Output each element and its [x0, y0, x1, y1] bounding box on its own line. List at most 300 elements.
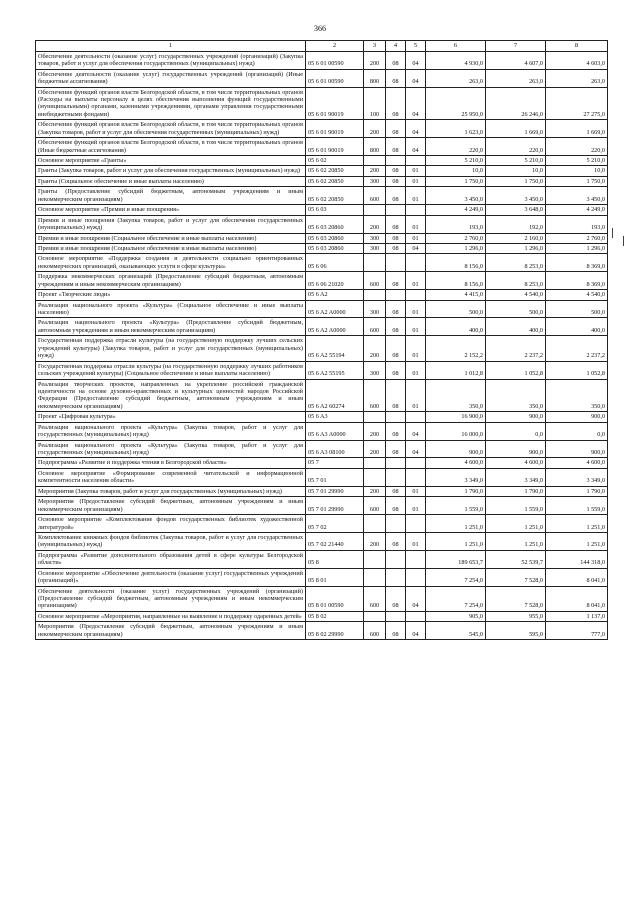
row-section-cell: 08: [386, 440, 406, 458]
row-section-cell: [386, 205, 406, 215]
scan-margin-mark: [612, 228, 613, 238]
row-amount-year3-cell: 8 041,0: [546, 568, 608, 586]
row-amount-year3-cell: 5 210,0: [546, 156, 608, 166]
table-row: [36, 486, 608, 496]
row-expense-type-cell: 200: [364, 532, 386, 550]
row-code-cell: 05 6 A3: [306, 412, 364, 422]
table-row: [36, 166, 608, 176]
row-name-cell: Основное мероприятие «Комплектование фондов государственных библиотек художественной литературой»: [36, 515, 306, 533]
row-subsection-cell: 04: [406, 120, 426, 138]
row-name-cell: Гранты (Социальное обеспечение и иные выплаты населению): [36, 176, 306, 186]
row-expense-type-cell: 300: [364, 233, 386, 243]
row-subsection-cell: 04: [406, 51, 426, 69]
row-amount-year2-cell: 0,0: [486, 422, 546, 440]
row-subsection-cell: 04: [406, 87, 426, 120]
row-amount-year3-cell: 900,0: [546, 440, 608, 458]
row-amount-year3-cell: 10,0: [546, 166, 608, 176]
row-section-cell: [386, 468, 406, 486]
row-code-cell: 05 8 02: [306, 611, 364, 621]
row-amount-year3-cell: 1 669,0: [546, 120, 608, 138]
row-name-cell: Обеспечение деятельности (оказание услуг) государственных учреждений (организаций) (Закупка товаров, работ и услуг для обеспечения государственных (муниципальных) нужд): [36, 51, 306, 69]
row-name-cell: Основное мероприятие «Гранты»: [36, 156, 306, 166]
row-name-cell: Реализация национального проекта «Культура» (Предоставление субсидий бюджетным, автономным учреждениям и иным некоммерческим организациям): [36, 318, 306, 336]
row-subsection-cell: 04: [406, 69, 426, 87]
row-code-cell: 05 6 03 20860: [306, 233, 364, 243]
row-amount-year3-cell: 220,0: [546, 138, 608, 156]
row-amount-year3-cell: 4 540,0: [546, 290, 608, 300]
row-amount-year2-cell: 26 246,0: [486, 87, 546, 120]
row-code-cell: 05 7 02: [306, 515, 364, 533]
row-amount-year1-cell: 905,0: [426, 611, 486, 621]
row-name-cell: Подпрограмма «Развитие и поддержка чтения в Белгородской области»: [36, 458, 306, 468]
row-code-cell: 05 6 A2 60274: [306, 379, 364, 412]
row-amount-year2-cell: 2 160,0: [486, 233, 546, 243]
row-amount-year3-cell: 1 296,0: [546, 243, 608, 253]
row-expense-type-cell: 300: [364, 243, 386, 253]
row-amount-year1-cell: 1 623,0: [426, 120, 486, 138]
row-section-cell: 08: [386, 215, 406, 233]
row-amount-year2-cell: 3 450,0: [486, 187, 546, 205]
row-subsection-cell: 01: [406, 532, 426, 550]
row-amount-year2-cell: 1 559,0: [486, 497, 546, 515]
row-amount-year1-cell: 25 950,0: [426, 87, 486, 120]
header-cell: 4: [386, 41, 406, 52]
row-expense-type-cell: 100: [364, 87, 386, 120]
row-amount-year2-cell: 900,0: [486, 412, 546, 422]
row-section-cell: 08: [386, 51, 406, 69]
table-row: [36, 336, 608, 361]
row-amount-year1-cell: 4 930,0: [426, 51, 486, 69]
row-amount-year2-cell: 3 648,0: [486, 205, 546, 215]
table-row: [36, 290, 608, 300]
table-row: [36, 361, 608, 379]
row-code-cell: 05 7 01 29990: [306, 486, 364, 496]
row-amount-year1-cell: 545,0: [426, 622, 486, 640]
row-section-cell: [386, 458, 406, 468]
row-section-cell: 08: [386, 379, 406, 412]
row-section-cell: [386, 550, 406, 568]
row-expense-type-cell: 200: [364, 51, 386, 69]
row-amount-year2-cell: 3 349,0: [486, 468, 546, 486]
row-subsection-cell: 01: [406, 300, 426, 318]
row-amount-year1-cell: 16 000,0: [426, 422, 486, 440]
row-amount-year1-cell: 263,0: [426, 69, 486, 87]
row-amount-year3-cell: 27 275,0: [546, 87, 608, 120]
row-amount-year2-cell: 8 253,0: [486, 272, 546, 290]
row-subsection-cell: 01: [406, 361, 426, 379]
row-section-cell: 08: [386, 622, 406, 640]
row-subsection-cell: [406, 550, 426, 568]
row-section-cell: [386, 254, 406, 272]
row-section-cell: 08: [386, 120, 406, 138]
row-subsection-cell: [406, 254, 426, 272]
row-expense-type-cell: 600: [364, 379, 386, 412]
row-section-cell: 08: [386, 69, 406, 87]
row-amount-year3-cell: 2 760,0: [546, 233, 608, 243]
row-amount-year3-cell: 263,0: [546, 69, 608, 87]
row-code-cell: 05 8: [306, 550, 364, 568]
row-section-cell: 08: [386, 586, 406, 611]
row-amount-year3-cell: 900,0: [546, 412, 608, 422]
table-row: [36, 69, 608, 87]
row-section-cell: [386, 290, 406, 300]
row-code-cell: 05 6 01 90019: [306, 138, 364, 156]
row-name-cell: Премии и иные поощрения (Социальное обеспечение и иные выплаты населению): [36, 233, 306, 243]
row-amount-year3-cell: 1 251,0: [546, 515, 608, 533]
row-amount-year1-cell: 400,0: [426, 318, 486, 336]
row-amount-year3-cell: 0,0: [546, 422, 608, 440]
table-row: [36, 318, 608, 336]
row-expense-type-cell: [364, 156, 386, 166]
header-cell: 6: [426, 41, 486, 52]
row-code-cell: 05 6 02: [306, 156, 364, 166]
table-row: [36, 532, 608, 550]
table-row: [36, 586, 608, 611]
row-amount-year1-cell: 500,0: [426, 300, 486, 318]
table-row: [36, 254, 608, 272]
row-section-cell: 08: [386, 243, 406, 253]
row-subsection-cell: [406, 515, 426, 533]
row-amount-year1-cell: 1 012,8: [426, 361, 486, 379]
row-amount-year2-cell: 10,0: [486, 166, 546, 176]
table-row: [36, 440, 608, 458]
row-subsection-cell: [406, 468, 426, 486]
row-section-cell: 08: [386, 176, 406, 186]
row-code-cell: 05 8 02 29990: [306, 622, 364, 640]
row-amount-year1-cell: 1 790,0: [426, 486, 486, 496]
row-name-cell: Государственная поддержка отрасли культуры (на государственную поддержку лучших работников сельских учреждений культуры) (Социальное обеспечение и иные выплаты населению): [36, 361, 306, 379]
row-subsection-cell: 01: [406, 486, 426, 496]
row-amount-year1-cell: 4 249,0: [426, 205, 486, 215]
row-expense-type-cell: [364, 458, 386, 468]
table-header-row: [36, 41, 608, 52]
row-name-cell: Основное мероприятие «Формирование современной читательской и информационной компетентности населения области»: [36, 468, 306, 486]
row-section-cell: 08: [386, 138, 406, 156]
row-subsection-cell: [406, 290, 426, 300]
table-row: [36, 412, 608, 422]
table-row: [36, 176, 608, 186]
row-amount-year1-cell: 220,0: [426, 138, 486, 156]
table-row: [36, 550, 608, 568]
row-amount-year3-cell: 8 041,0: [546, 586, 608, 611]
row-code-cell: 05 7 02 21440: [306, 532, 364, 550]
row-amount-year1-cell: 1 750,0: [426, 176, 486, 186]
row-amount-year2-cell: 900,0: [486, 440, 546, 458]
row-section-cell: 08: [386, 497, 406, 515]
row-expense-type-cell: 200: [364, 440, 386, 458]
row-section-cell: 08: [386, 187, 406, 205]
row-name-cell: Реализация творческих проектов, направленных на укрепление российской гражданской идентичности на основе духовно-нравственных и культурных ценностей народов Российской Федерации (Предоставление субсидий бюджетным, автономным учреждениям и иным некоммерческим организациям): [36, 379, 306, 412]
row-amount-year2-cell: 220,0: [486, 138, 546, 156]
row-expense-type-cell: [364, 515, 386, 533]
table-row: [36, 272, 608, 290]
row-subsection-cell: 04: [406, 622, 426, 640]
row-section-cell: 08: [386, 233, 406, 243]
row-amount-year2-cell: 263,0: [486, 69, 546, 87]
row-name-cell: Проект «Творческие люди»: [36, 290, 306, 300]
row-name-cell: Гранты (Предоставление субсидий бюджетным, автономным учреждениям и иным некоммерческим организациям): [36, 187, 306, 205]
row-amount-year3-cell: 350,0: [546, 379, 608, 412]
table-row: [36, 379, 608, 412]
row-section-cell: 08: [386, 272, 406, 290]
row-subsection-cell: 01: [406, 166, 426, 176]
row-code-cell: 05 6 A2 A0000: [306, 318, 364, 336]
row-name-cell: Основное мероприятие «Поддержка создания и деятельности социально ориентированных некоммерческих организаций, оказывающих услуги в сфере культуры»: [36, 254, 306, 272]
row-name-cell: Реализация национального проекта «Культура» (Закупка товаров, работ и услуг для государственных (муниципальных) нужд): [36, 422, 306, 440]
row-expense-type-cell: [364, 611, 386, 621]
row-name-cell: Обеспечение функций органов власти Белгородской области, в том числе территориальных органов (Закупка товаров, работ и услуг для обеспечения государственных (муниципальных) нужд): [36, 120, 306, 138]
row-expense-type-cell: 600: [364, 318, 386, 336]
row-amount-year3-cell: 4 249,0: [546, 205, 608, 215]
row-subsection-cell: [406, 205, 426, 215]
row-code-cell: 05 7: [306, 458, 364, 468]
row-amount-year1-cell: 189 653,7: [426, 550, 486, 568]
row-section-cell: [386, 412, 406, 422]
row-expense-type-cell: [364, 254, 386, 272]
row-section-cell: 08: [386, 486, 406, 496]
row-amount-year2-cell: 350,0: [486, 379, 546, 412]
row-code-cell: 05 6 A3 08100: [306, 440, 364, 458]
row-code-cell: 05 6 02 20850: [306, 187, 364, 205]
row-subsection-cell: 01: [406, 379, 426, 412]
row-expense-type-cell: 600: [364, 497, 386, 515]
row-name-cell: Реализация национального проекта «Культура» (Закупка товаров, работ и услуг для государственных (муниципальных) нужд): [36, 440, 306, 458]
header-cell: 2: [306, 41, 364, 52]
table-row: [36, 515, 608, 533]
row-amount-year1-cell: 193,0: [426, 215, 486, 233]
row-name-cell: Мероприятия (Закупка товаров, работ и услуг для государственных (муниципальных) нужд): [36, 486, 306, 496]
table-row: [36, 458, 608, 468]
row-subsection-cell: 01: [406, 187, 426, 205]
row-section-cell: 08: [386, 87, 406, 120]
row-amount-year3-cell: 1 790,0: [546, 486, 608, 496]
row-expense-type-cell: 200: [364, 486, 386, 496]
row-amount-year2-cell: 400,0: [486, 318, 546, 336]
scan-margin-mark: [623, 236, 624, 246]
row-amount-year3-cell: 1 750,0: [546, 176, 608, 186]
row-code-cell: 05 6 A2 55194: [306, 336, 364, 361]
row-name-cell: Основное мероприятие «Обеспечение деятельности (оказание услуг) государственных учреждений (организаций)»: [36, 568, 306, 586]
row-amount-year2-cell: 1 052,8: [486, 361, 546, 379]
row-expense-type-cell: 300: [364, 361, 386, 379]
row-amount-year3-cell: 1 559,0: [546, 497, 608, 515]
row-amount-year3-cell: 193,0: [546, 215, 608, 233]
row-code-cell: 05 7 01: [306, 468, 364, 486]
table-row: [36, 243, 608, 253]
table-row: [36, 422, 608, 440]
row-amount-year1-cell: 8 156,0: [426, 254, 486, 272]
row-amount-year2-cell: 7 528,0: [486, 568, 546, 586]
row-amount-year2-cell: 595,0: [486, 622, 546, 640]
header-cell: 1: [36, 41, 306, 52]
row-amount-year3-cell: 8 369,0: [546, 272, 608, 290]
row-amount-year1-cell: 2 760,0: [426, 233, 486, 243]
header-cell: 8: [546, 41, 608, 52]
page-number: 366: [314, 24, 326, 33]
row-code-cell: 05 7 01 29990: [306, 497, 364, 515]
row-section-cell: 08: [386, 336, 406, 361]
row-expense-type-cell: [364, 290, 386, 300]
row-section-cell: 08: [386, 300, 406, 318]
row-amount-year2-cell: 1 296,0: [486, 243, 546, 253]
row-amount-year2-cell: 8 253,0: [486, 254, 546, 272]
table-row: [36, 87, 608, 120]
row-amount-year3-cell: 500,0: [546, 300, 608, 318]
row-subsection-cell: [406, 156, 426, 166]
row-amount-year3-cell: 3 450,0: [546, 187, 608, 205]
row-name-cell: Обеспечение функций органов власти Белгородской области, в том числе территориальных органов (Иные бюджетные ассигнования): [36, 138, 306, 156]
row-name-cell: Государственная поддержка отрасли культуры (на государственную поддержку лучших сельских учреждений культуры) (Закупка товаров, работ и услуг для государственных (муниципальных) нужд): [36, 336, 306, 361]
row-amount-year1-cell: 7 254,0: [426, 586, 486, 611]
row-amount-year2-cell: 4 607,0: [486, 51, 546, 69]
table-row: [36, 187, 608, 205]
row-subsection-cell: 01: [406, 215, 426, 233]
row-amount-year2-cell: 5 210,0: [486, 156, 546, 166]
row-subsection-cell: [406, 611, 426, 621]
row-name-cell: Премии и иные поощрения (Закупка товаров, работ и услуг для обеспечения государственных (муниципальных) нужд): [36, 215, 306, 233]
row-code-cell: 05 6 01 00590: [306, 69, 364, 87]
row-amount-year1-cell: 3 450,0: [426, 187, 486, 205]
row-amount-year1-cell: 900,0: [426, 440, 486, 458]
row-subsection-cell: [406, 412, 426, 422]
row-amount-year1-cell: 350,0: [426, 379, 486, 412]
row-name-cell: Комплектование книжных фондов библиотек (Закупка товаров, работ и услуг для государственных (муниципальных) нужд): [36, 532, 306, 550]
row-subsection-cell: 04: [406, 422, 426, 440]
row-name-cell: Обеспечение деятельности (оказание услуг) государственных учреждений (организаций) (Предоставление субсидий бюджетным, автономным учреждениям и иным некоммерческим организациям): [36, 586, 306, 611]
row-expense-type-cell: 800: [364, 138, 386, 156]
row-subsection-cell: 04: [406, 586, 426, 611]
table-row: [36, 138, 608, 156]
row-amount-year1-cell: 1 251,0: [426, 515, 486, 533]
table-row: [36, 611, 608, 621]
row-expense-type-cell: 200: [364, 166, 386, 176]
row-code-cell: 05 6 A3 A0000: [306, 422, 364, 440]
row-amount-year1-cell: 4 600,0: [426, 458, 486, 468]
row-amount-year3-cell: 144 318,0: [546, 550, 608, 568]
row-amount-year3-cell: 1 052,8: [546, 361, 608, 379]
row-name-cell: Реализация национального проекта «Культура» (Социальное обеспечение и иные выплаты населению): [36, 300, 306, 318]
header-cell: 5: [406, 41, 426, 52]
row-expense-type-cell: 600: [364, 187, 386, 205]
row-expense-type-cell: 200: [364, 336, 386, 361]
row-section-cell: 08: [386, 361, 406, 379]
row-expense-type-cell: 200: [364, 120, 386, 138]
table-row: [36, 568, 608, 586]
row-subsection-cell: 01: [406, 272, 426, 290]
row-expense-type-cell: 300: [364, 300, 386, 318]
row-section-cell: [386, 515, 406, 533]
row-subsection-cell: 01: [406, 318, 426, 336]
row-amount-year3-cell: 1 251,0: [546, 532, 608, 550]
row-amount-year1-cell: 1 296,0: [426, 243, 486, 253]
row-amount-year3-cell: 3 349,0: [546, 468, 608, 486]
row-name-cell: Основное мероприятие «Мероприятия, направленные на выявление и поддержку одаренных детей»: [36, 611, 306, 621]
row-amount-year3-cell: 8 369,0: [546, 254, 608, 272]
row-name-cell: Мероприятия (Предоставление субсидий бюджетным, автономным учреждениям и иным некоммерческим организациям): [36, 622, 306, 640]
row-amount-year2-cell: 52 539,7: [486, 550, 546, 568]
row-section-cell: [386, 611, 406, 621]
row-amount-year2-cell: 192,0: [486, 215, 546, 233]
row-code-cell: 05 6 01 90019: [306, 120, 364, 138]
row-section-cell: [386, 156, 406, 166]
table-row: [36, 233, 608, 243]
row-amount-year2-cell: 500,0: [486, 300, 546, 318]
row-name-cell: Основное мероприятие «Премии и иные поощрения»: [36, 205, 306, 215]
row-amount-year2-cell: 1 790,0: [486, 486, 546, 496]
row-subsection-cell: 01: [406, 497, 426, 515]
row-amount-year1-cell: 1 251,0: [426, 532, 486, 550]
table-row: [36, 51, 608, 69]
row-code-cell: 05 6 01 00590: [306, 51, 364, 69]
row-section-cell: 08: [386, 532, 406, 550]
row-code-cell: 05 6 01 90019: [306, 87, 364, 120]
row-code-cell: 05 8 01 00590: [306, 586, 364, 611]
row-code-cell: 05 6 03: [306, 205, 364, 215]
row-amount-year2-cell: 955,0: [486, 611, 546, 621]
row-expense-type-cell: 300: [364, 176, 386, 186]
row-amount-year2-cell: 7 528,0: [486, 586, 546, 611]
row-amount-year2-cell: 1 750,0: [486, 176, 546, 186]
row-name-cell: Проект «Цифровая культура»: [36, 412, 306, 422]
row-code-cell: 05 8 01: [306, 568, 364, 586]
row-amount-year1-cell: 5 210,0: [426, 156, 486, 166]
row-expense-type-cell: [364, 412, 386, 422]
row-name-cell: Поддержка некоммерческих организаций (Предоставление субсидий бюджетным, автономным учреждениям и иным некоммерческим организациям): [36, 272, 306, 290]
row-amount-year3-cell: 4 600,0: [546, 458, 608, 468]
row-section-cell: 08: [386, 166, 406, 176]
row-amount-year3-cell: 1 137,0: [546, 611, 608, 621]
row-subsection-cell: 04: [406, 440, 426, 458]
row-name-cell: Подпрограмма «Развитие дополнительного образования детей в сфере культуры Белгородской области»: [36, 550, 306, 568]
row-code-cell: 05 6 03 20860: [306, 215, 364, 233]
row-subsection-cell: 01: [406, 233, 426, 243]
row-amount-year1-cell: 7 254,0: [426, 568, 486, 586]
row-section-cell: 08: [386, 318, 406, 336]
row-subsection-cell: 04: [406, 138, 426, 156]
row-code-cell: 05 6 02 20850: [306, 166, 364, 176]
row-code-cell: 05 6 06 21020: [306, 272, 364, 290]
row-amount-year3-cell: 2 237,2: [546, 336, 608, 361]
row-name-cell: Обеспечение деятельности (оказание услуг) государственных учреждений (организаций) (Иные бюджетные ассигнования): [36, 69, 306, 87]
row-section-cell: [386, 568, 406, 586]
row-subsection-cell: 01: [406, 336, 426, 361]
table-row: [36, 120, 608, 138]
table-row: [36, 215, 608, 233]
row-expense-type-cell: 600: [364, 272, 386, 290]
row-subsection-cell: 04: [406, 243, 426, 253]
row-code-cell: 05 6 06: [306, 254, 364, 272]
table-row: [36, 300, 608, 318]
row-amount-year3-cell: 777,0: [546, 622, 608, 640]
table-row: [36, 497, 608, 515]
row-code-cell: 05 6 A2: [306, 290, 364, 300]
table-row: [36, 156, 608, 166]
row-amount-year1-cell: 2 152,2: [426, 336, 486, 361]
header-cell: 3: [364, 41, 386, 52]
row-code-cell: 05 6 02 20850: [306, 176, 364, 186]
row-amount-year2-cell: 4 600,0: [486, 458, 546, 468]
row-expense-type-cell: 200: [364, 215, 386, 233]
row-amount-year2-cell: 4 540,0: [486, 290, 546, 300]
row-section-cell: 08: [386, 422, 406, 440]
row-subsection-cell: 01: [406, 176, 426, 186]
row-amount-year3-cell: 400,0: [546, 318, 608, 336]
row-amount-year1-cell: 1 559,0: [426, 497, 486, 515]
row-expense-type-cell: [364, 205, 386, 215]
row-code-cell: 05 6 03 20860: [306, 243, 364, 253]
row-name-cell: Мероприятия (Предоставление субсидий бюджетным, автономным учреждениям и иным некоммерческим организациям): [36, 497, 306, 515]
row-subsection-cell: [406, 568, 426, 586]
